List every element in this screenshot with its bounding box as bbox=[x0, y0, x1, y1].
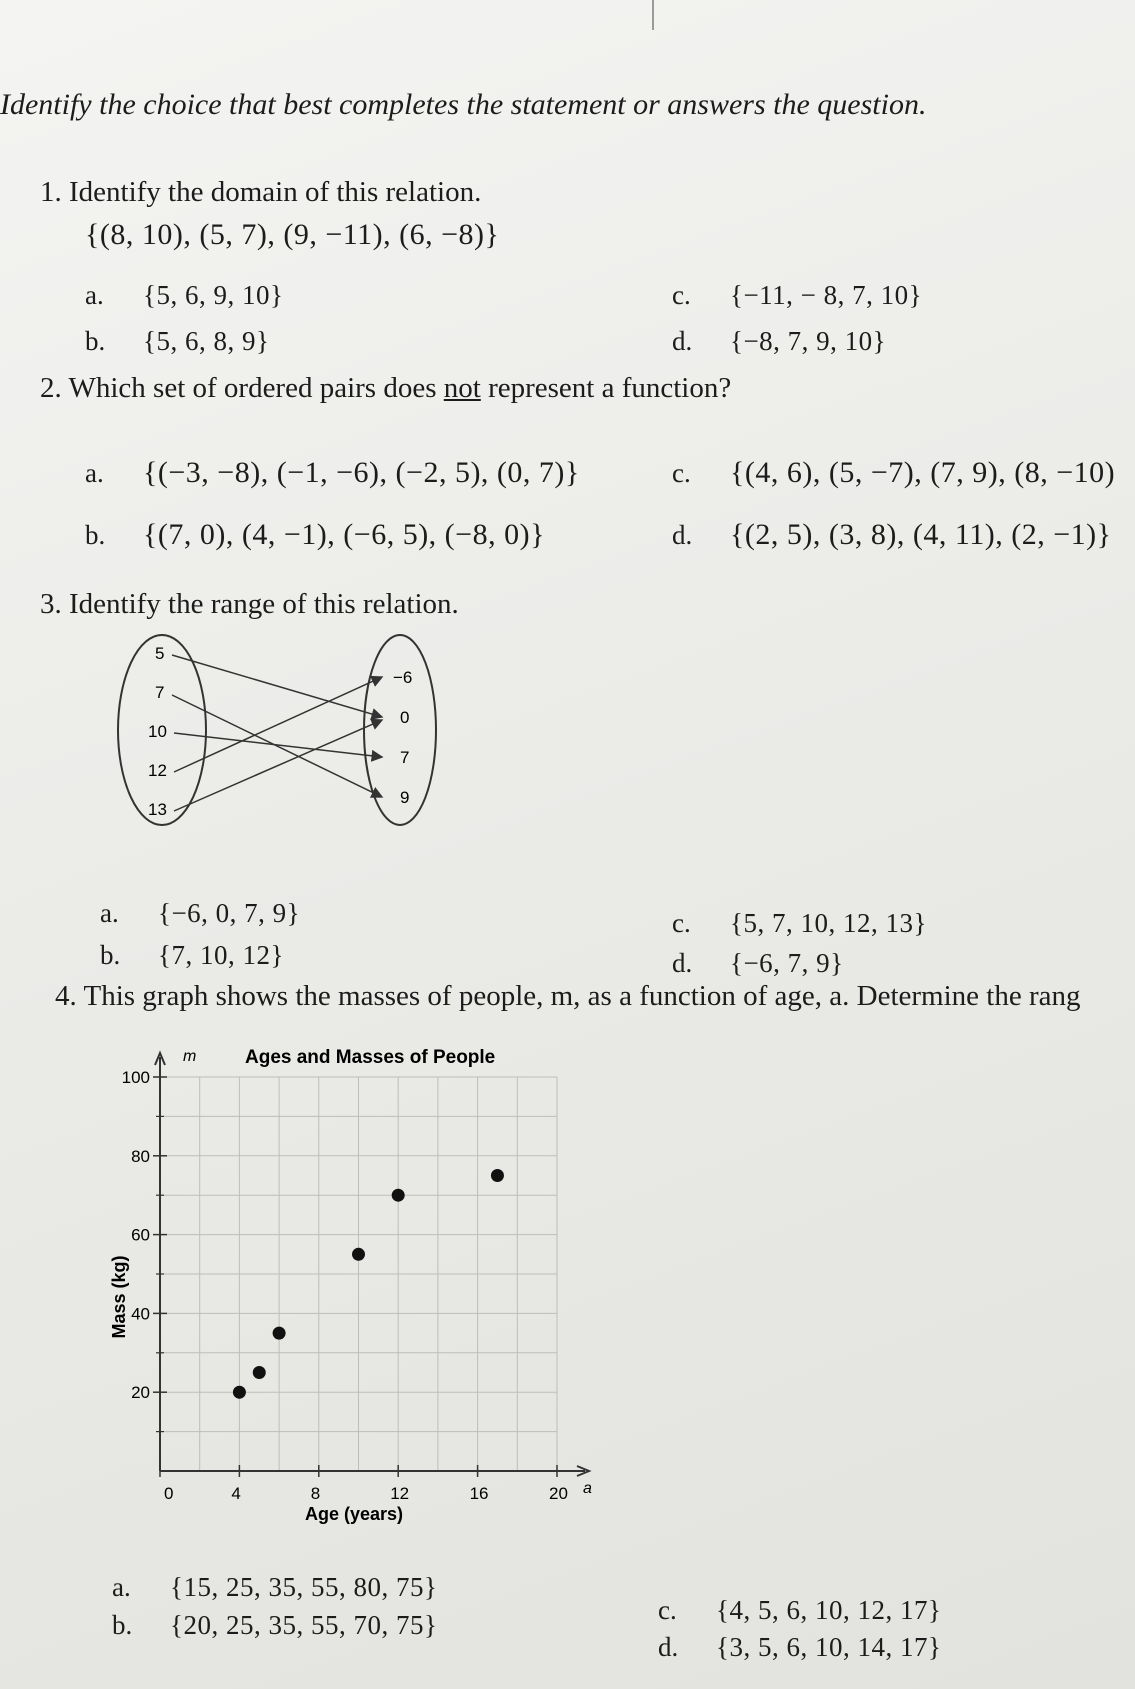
choice-label: d. bbox=[672, 326, 693, 356]
range-value: 9 bbox=[400, 788, 410, 807]
question-number: 3. bbox=[40, 588, 62, 620]
x-tick-label: 12 bbox=[390, 1484, 410, 1503]
answer-choice-1b[interactable] bbox=[85, 326, 269, 357]
answer-choice-1c[interactable] bbox=[672, 280, 922, 311]
answer-choice-1d[interactable] bbox=[672, 326, 886, 357]
data-point bbox=[233, 1386, 246, 1399]
domain-value: 7 bbox=[155, 683, 165, 702]
chart-title: Ages and Masses of People bbox=[245, 1047, 496, 1068]
scatter-chart bbox=[95, 1035, 615, 1545]
choice-label: d. bbox=[658, 1632, 679, 1662]
choice-text: {5, 7, 10, 12, 13} bbox=[730, 908, 927, 938]
x-tick-label: 0 bbox=[164, 1484, 174, 1503]
y-tick-label: 100 bbox=[121, 1068, 150, 1087]
question-1 bbox=[40, 176, 481, 209]
answer-choice-3c[interactable] bbox=[672, 908, 927, 939]
question-4 bbox=[55, 980, 1080, 1013]
mapping-arrow bbox=[172, 655, 382, 717]
answer-choice-4c[interactable] bbox=[658, 1595, 941, 1626]
choice-label: d. bbox=[672, 948, 693, 978]
y-axis-variable: m bbox=[183, 1048, 197, 1065]
data-point bbox=[352, 1248, 365, 1261]
question-prompt-start: Which set of ordered pairs does bbox=[68, 372, 437, 404]
x-axis-variable: a bbox=[583, 1480, 592, 1497]
choice-text: {−11, − 8, 7, 10} bbox=[730, 280, 923, 310]
data-point bbox=[273, 1327, 286, 1340]
domain-value: 13 bbox=[148, 800, 167, 819]
x-tick-label: 4 bbox=[231, 1484, 241, 1503]
question-number: 2. bbox=[40, 372, 62, 404]
instructions: Identify the choice that best completes the statement or answers the question. bbox=[0, 88, 927, 121]
y-tick-label: 60 bbox=[131, 1225, 150, 1245]
answer-choice-3d[interactable] bbox=[672, 948, 844, 979]
answer-choice-4d[interactable] bbox=[658, 1632, 941, 1663]
choice-label: d. bbox=[672, 520, 693, 550]
choice-label: c. bbox=[672, 458, 691, 488]
y-tick-label: 40 bbox=[131, 1304, 150, 1324]
mapping-diagram bbox=[110, 625, 440, 840]
choice-label: c. bbox=[658, 1595, 677, 1625]
data-point bbox=[253, 1366, 266, 1379]
question-prompt-end: represent a function? bbox=[488, 372, 732, 404]
choice-text: {5, 6, 9, 10} bbox=[143, 280, 284, 310]
answer-choice-2a[interactable] bbox=[85, 456, 580, 490]
mapping-arrow bbox=[172, 695, 382, 797]
question-2 bbox=[40, 372, 731, 405]
choice-text: {−6, 0, 7, 9} bbox=[158, 898, 301, 928]
choice-label: a. bbox=[100, 898, 119, 928]
y-axis-label: Mass (kg) bbox=[109, 1255, 129, 1339]
y-tick-label: 80 bbox=[131, 1146, 150, 1166]
domain-value: 10 bbox=[148, 722, 167, 741]
question-number: 4. bbox=[55, 980, 77, 1012]
x-tick-label: 8 bbox=[310, 1484, 321, 1503]
choice-text: {20, 25, 35, 55, 70, 75} bbox=[170, 1610, 438, 1640]
choice-label: a. bbox=[112, 1572, 131, 1602]
page-edge-mark bbox=[652, 0, 654, 30]
y-tick-label: 20 bbox=[131, 1383, 150, 1403]
answer-choice-3b[interactable] bbox=[100, 940, 284, 971]
answer-choice-2d[interactable] bbox=[672, 518, 1112, 552]
question-number: 1. bbox=[40, 176, 62, 208]
question-prompt: Identify the range of this relation. bbox=[69, 588, 459, 620]
question-prompt: This graph shows the masses of people, m, as a function of age, a. Determine the rang bbox=[83, 980, 1081, 1012]
choice-text: {(−3, −8), (−1, −6), (−2, 5), (0, 7)} bbox=[143, 456, 580, 489]
domain-value: 5 bbox=[155, 644, 165, 663]
answer-choice-1a[interactable] bbox=[85, 280, 283, 311]
x-axis-label: Age (years) bbox=[305, 1504, 404, 1524]
x-tick-label: 16 bbox=[469, 1484, 489, 1503]
range-value: 7 bbox=[400, 748, 410, 767]
x-tick-label: 20 bbox=[549, 1484, 568, 1503]
question-prompt-underlined: not bbox=[443, 372, 481, 404]
choice-label: a. bbox=[85, 458, 104, 488]
chart-grid bbox=[160, 1077, 557, 1471]
choice-text: {(2, 5), (3, 8), (4, 11), (2, −1)} bbox=[730, 518, 1112, 551]
domain-value: 12 bbox=[148, 761, 167, 780]
choice-text: {(7, 0), (4, −1), (−6, 5), (−8, 0)} bbox=[143, 518, 545, 551]
range-value: 0 bbox=[400, 708, 410, 727]
chart-points bbox=[233, 1169, 504, 1399]
choice-text: {5, 6, 8, 9} bbox=[143, 326, 270, 356]
choice-label: b. bbox=[100, 940, 121, 970]
choice-text: {(4, 6), (5, −7), (7, 9), (8, −10) bbox=[730, 456, 1116, 489]
choice-text: {4, 5, 6, 10, 12, 17} bbox=[716, 1595, 942, 1625]
choice-label: b. bbox=[112, 1610, 133, 1640]
answer-choice-2c[interactable] bbox=[672, 456, 1115, 490]
data-point bbox=[491, 1169, 504, 1182]
choice-text: {−6, 7, 9} bbox=[730, 948, 844, 978]
range-value: −6 bbox=[393, 668, 413, 687]
choice-label: b. bbox=[85, 326, 106, 356]
answer-choice-4b[interactable] bbox=[112, 1610, 437, 1641]
answer-choice-2b[interactable] bbox=[85, 518, 545, 552]
data-point bbox=[392, 1189, 405, 1202]
choice-text: {3, 5, 6, 10, 14, 17} bbox=[716, 1632, 942, 1662]
choice-text: {−8, 7, 9, 10} bbox=[730, 326, 887, 356]
question-3 bbox=[40, 588, 459, 621]
choice-label: a. bbox=[85, 280, 104, 310]
choice-text: {7, 10, 12} bbox=[158, 940, 284, 970]
choice-label: b. bbox=[85, 520, 106, 550]
answer-choice-3a[interactable] bbox=[100, 898, 300, 929]
choice-label: c. bbox=[672, 280, 691, 310]
choice-text: {15, 25, 35, 55, 80, 75} bbox=[170, 1572, 438, 1602]
relation-set: {(8, 10), (5, 7), (9, −11), (6, −8)} bbox=[85, 218, 500, 251]
choice-label: c. bbox=[672, 908, 691, 938]
chart-ticks bbox=[122, 1068, 568, 1503]
answer-choice-4a[interactable] bbox=[112, 1572, 437, 1603]
question-prompt: Identify the domain of this relation. bbox=[69, 176, 482, 208]
